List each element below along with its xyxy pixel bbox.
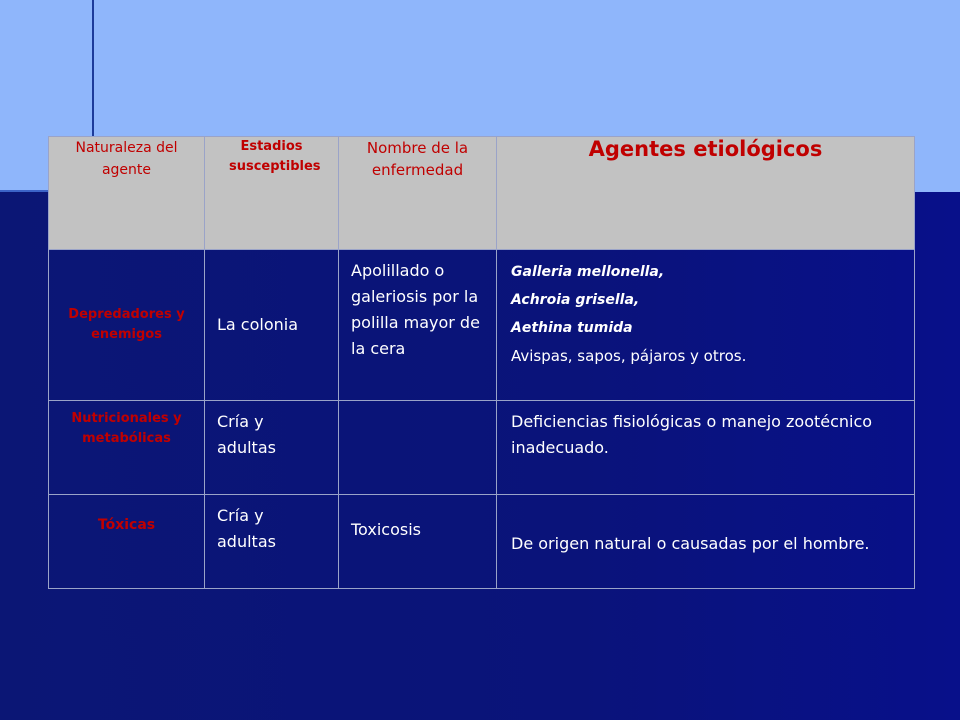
stages-label: Cría y adultas — [217, 412, 276, 457]
nature-label: Depredadores y enemigos — [68, 307, 185, 342]
header-nature — [49, 137, 205, 250]
stages-cell — [205, 250, 339, 401]
nature-cell — [49, 250, 205, 401]
stages-cell — [205, 401, 339, 495]
stages-label: La colonia — [217, 315, 299, 334]
table-header-row — [49, 137, 915, 250]
decorative-horizontal-line — [0, 190, 48, 192]
stages-cell — [205, 495, 339, 589]
agent-other: De origen natural o causadas por el hombre. — [511, 534, 870, 553]
table-row — [49, 401, 915, 495]
header-stages-label: Estadios susceptibles — [229, 139, 321, 174]
header-stages — [205, 137, 339, 250]
nature-cell — [49, 401, 205, 495]
agents-cell — [497, 250, 915, 401]
disease-label: Apolillado o galeriosis por la polilla mayor de la cera — [351, 261, 480, 358]
disease-table — [48, 136, 915, 589]
nature-label: Nutricionales y metabólicas — [71, 411, 182, 446]
disease-cell — [339, 250, 497, 401]
nature-cell — [49, 495, 205, 589]
table-row — [49, 250, 915, 401]
agent-other: Avispas, sapos, pájaros y otros. — [511, 347, 747, 365]
disease-label: Toxicosis — [351, 520, 421, 539]
header-disease-label: Nombre de la enfermedad — [366, 139, 469, 179]
disease-cell — [339, 401, 497, 495]
stages-label: Cría y adultas — [217, 506, 276, 551]
agent-other: Deficiencias fisiológicas o manejo zootécnico inadecuado. — [511, 412, 873, 457]
agents-cell — [497, 401, 915, 495]
header-disease — [339, 137, 497, 250]
disease-cell — [339, 495, 497, 589]
header-agents-label: Agentes etiológicos — [588, 137, 823, 161]
header-nature-label: Naturaleza del agente — [75, 140, 178, 178]
decorative-vertical-line — [92, 0, 94, 136]
agent-species-2: Achroia grisella, — [511, 292, 640, 308]
agent-species-3: Aethina tumida — [511, 320, 633, 336]
agent-species-1: Galleria mellonella, — [511, 264, 665, 280]
disease-label — [339, 401, 496, 409]
agents-cell — [497, 495, 915, 589]
nature-label: Tóxicas — [97, 517, 156, 533]
header-agents — [497, 137, 915, 250]
table-row — [49, 495, 915, 589]
